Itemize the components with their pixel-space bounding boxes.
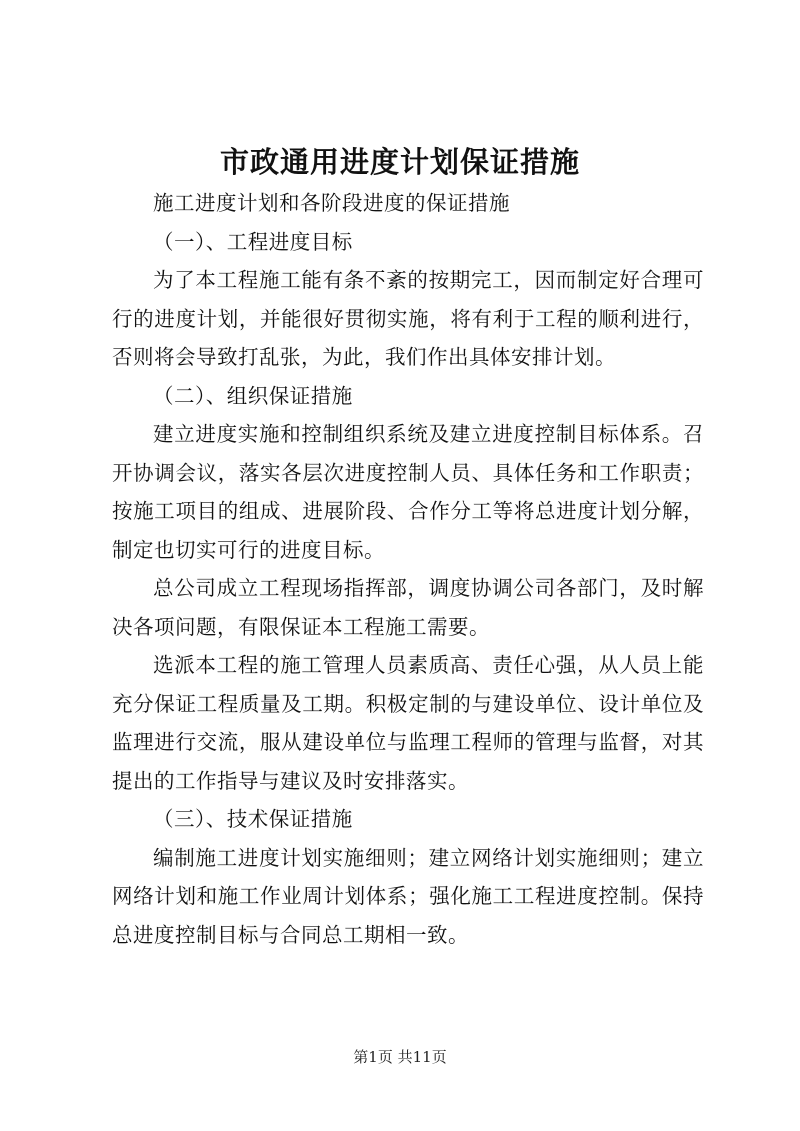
paragraph-schedule-goal: 为了本工程施工能有条不紊的按期完工，因而制定好合理可行的进度计划，并能很好贯彻实施，将有利于工程的顺利进行，否则将会导致打乱张，为此，我们作出具体安排计划。: [112, 268, 704, 369]
section-heading-1: （一）、工程进度目标: [153, 229, 353, 254]
document-body: [112, 184, 704, 954]
paragraph-organization-2: 总公司成立工程现场指挥部，调度协调公司各部门，及时解决各项问题，有限保证本工程施工需要。: [112, 576, 704, 639]
paragraph-organization-3: 选派本工程的施工管理人员素质高、责任心强，从人员上能充分保证工程质量及工期。积极定制的与建设单位、设计单位及监理进行交流，服从建设单位与监理工程师的管理与监督，对其提出的工作指导与建议及时安排落实。: [112, 653, 704, 793]
section-heading-2: （二）、组织保证措施: [153, 383, 353, 408]
document-title: 市政通用进度计划保证措施: [219, 145, 580, 179]
paragraph-intro: 施工进度计划和各阶段进度的保证措施: [153, 191, 510, 215]
paragraph-organization-1: 建立进度实施和控制组织系统及建立进度控制目标体系。召开协调会议，落实各层次进度控制人员、具体任务和工作职责；按施工项目的组成、进展阶段、合作分工等将总进度计划分解，制定也切实可行的进度目标。: [112, 422, 704, 562]
page-footer: 第1页 共11页: [353, 1048, 447, 1066]
paragraph-technical: 编制施工进度计划实施细则；建立网络计划实施细则；建立网络计划和施工作业周计划体系；强化施工工程进度控制。保持总进度控制目标与合同总工期相一致。: [112, 845, 704, 947]
section-heading-3: （三）、技术保证措施: [153, 807, 353, 831]
